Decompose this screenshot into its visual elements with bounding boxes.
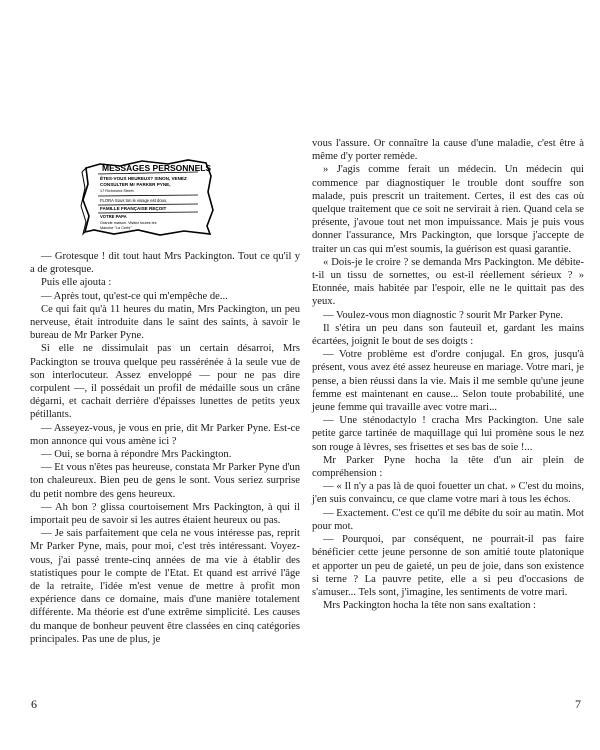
paragraph: « Dois-je le croire ? se demanda Mrs Packington. Me débite-t-il un tissu de sornettes, ou est-il réellement sérieux ? » Etonnée, mais habitée par l'espoir, elle ne le quittait pas des yeux. — [312, 256, 584, 308]
paragraph: — Voulez-vous mon diagnostic ? sourit Mr Parker Pyne. — [323, 309, 563, 321]
clipping-line: ÊTES-VOUS HEUREUX? SINON, VENEZ — [100, 176, 187, 181]
paragraph: Puis elle ajouta : — [41, 277, 112, 289]
paragraph: — Je sais parfaitement que cela ne vous intéresse pas, reprit Mr Parker Pyne, mais, pour moi, c'est très intéressant. Voyez-vous, j'ai passé trente-cinq années de ma vie à établir des statistiques pour le compte de l'Etat. Et quand est arrivé l'âge de la retraite, l'idée m'est venue de mettre à profit mon expérience dans ce domaine, mais d'une manière totalement différente. Ma théorie est d'une extrême simplicité. Les causes du manque de bonheur peuvent être classées en cinq catégories principales. Pas une de plus, je — [30, 528, 300, 645]
clipping-line: VOTRE PAPA — [100, 214, 127, 219]
paragraph: Il s'étira un peu dans son fauteuil et, gardant les mains écartées, joignit le bout de ses doigts : — [312, 322, 584, 348]
left-text-column — [30, 250, 300, 646]
paragraph: — Oui, se borna à répondre Mrs Packington. — [41, 449, 232, 461]
paragraph: — Ah bon ? glissa courtoisement Mrs Packington, à qui il importait peu de savoir si les autres étaient heureux ou pas. — [30, 501, 300, 527]
clipping-line: Manche "La Cerfs" — [100, 226, 132, 230]
paragraph: Ce qui fait qu'à 11 heures du matin, Mrs Packington, un peu nerveuse, était introduite dans le saint des saints, à savoir le bureau de Mr Parker Pyne. — [30, 303, 300, 342]
paragraph: — Et vous n'êtes pas heureuse, constata Mr Parker Pyne d'un ton chaleureux. Bien peu de gens le sont. Vous seriez surprise du petit nombre des gens heureux. — [30, 462, 300, 500]
paragraph: Mr Parker Pyne hocha la tête d'un air plein de compréhension : — [312, 454, 584, 480]
clipping-line: Grande maison. Visitez toutes les — [100, 221, 157, 225]
paragraph: — Asseyez-vous, je vous en prie, dit Mr Parker Pyne. Est-ce mon annonce qui vous amène ici ? — [30, 422, 300, 447]
paragraph: — Votre problème est d'ordre conjugal. En gros, jusqu'à présent, vous avez été assez heureuse en mariage. Votre mari, je pense, a bien réussi dans la vie. Mais il me semble qu'une jeune femme est maintenant en cause... Selon toute probabilité, une jeune femme qui travaille avec votre mari... — [312, 349, 584, 414]
clipping-heading: MESSAGES PERSONNELS — [102, 163, 212, 173]
paragraph: vous l'assure. Or connaître la cause d'une maladie, c'est être à même d'y porter remède. — [312, 138, 584, 163]
paragraph: » J'agis comme ferait un médecin. Un médecin qui commence par diagnostiquer le trouble dont souffre son malade, puis prescrit un traitement. Certes, il est des cas où quelque traitement que ce soit ne servirait à rien. Quand cela se présente, j'avoue tout net mon impuissance. Mais je puis vous donner l'assurance, Mrs Packington, que lorsque j'accepte de traiter un cas qui m'est soumis, la guérison est quasi garantie. — [312, 164, 584, 255]
clipping-line: 17 Richmond Street. — [100, 189, 135, 193]
paragraph: — Une sténodactylo ! cracha Mrs Packington. Une sale petite garce tartinée de maquillage qui lui promène sous le nez son rouge à lèvres, ses frisettes et ses bas de soie !... — [312, 415, 584, 453]
paragraph: Si elle ne dissimulait pas un certain désarroi, Mrs Packington se trouva quelque peu rassérénée à la seule vue de son interlocuteur. Assez enveloppé — pour ne pas dire corpulent —, il possédait un profil de médaille sous un crâne dégarni, et cachait derrière d'épaisses lunettes de petits yeux pétillants. — [30, 343, 300, 421]
paragraph: Mrs Packington hocha la tête non sans exaltation : — [323, 600, 537, 612]
paragraph: — Grotesque ! dit tout haut Mrs Packington. Tout ce qu'il y a de grotesque. — [30, 251, 300, 276]
paragraph: — Après tout, qu'est-ce qui m'empêche de... — [41, 290, 228, 302]
clipping-line: FLORA Sous ton le visage est doux, — [100, 198, 168, 203]
newspaper-clipping-illustration — [80, 158, 218, 236]
right-text-column — [312, 137, 584, 612]
clipping-line: CONSULTER Mr PARKER PYNE, — [100, 182, 171, 187]
clipping-line: FAMILLE FRANÇAISE REÇOIT — [100, 206, 167, 211]
paragraph: — Exactement. C'est ce qu'il me débite du soir au matin. Mot pour mot. — [312, 507, 584, 532]
page-number-right: 7 — [575, 697, 581, 711]
paragraph: — « Il n'y a pas là de quoi fouetter un chat. » C'est du moins, j'en suis convaincu, ce que clame votre mari à tous les échos. — [312, 481, 584, 506]
paragraph: — Pourquoi, par conséquent, ne pourrait-il pas faire bénéficier cette jeune personne de son amitié toute platonique et apporter un peu de gaieté, un peu de joie, dans son existence si terne ? La pauvre petite, elle a si peu d'occasions de s'amuser... Tels sont, j'imagine, les sentiments de votre mari. — [312, 534, 584, 598]
page-number-left: 6 — [31, 697, 37, 711]
